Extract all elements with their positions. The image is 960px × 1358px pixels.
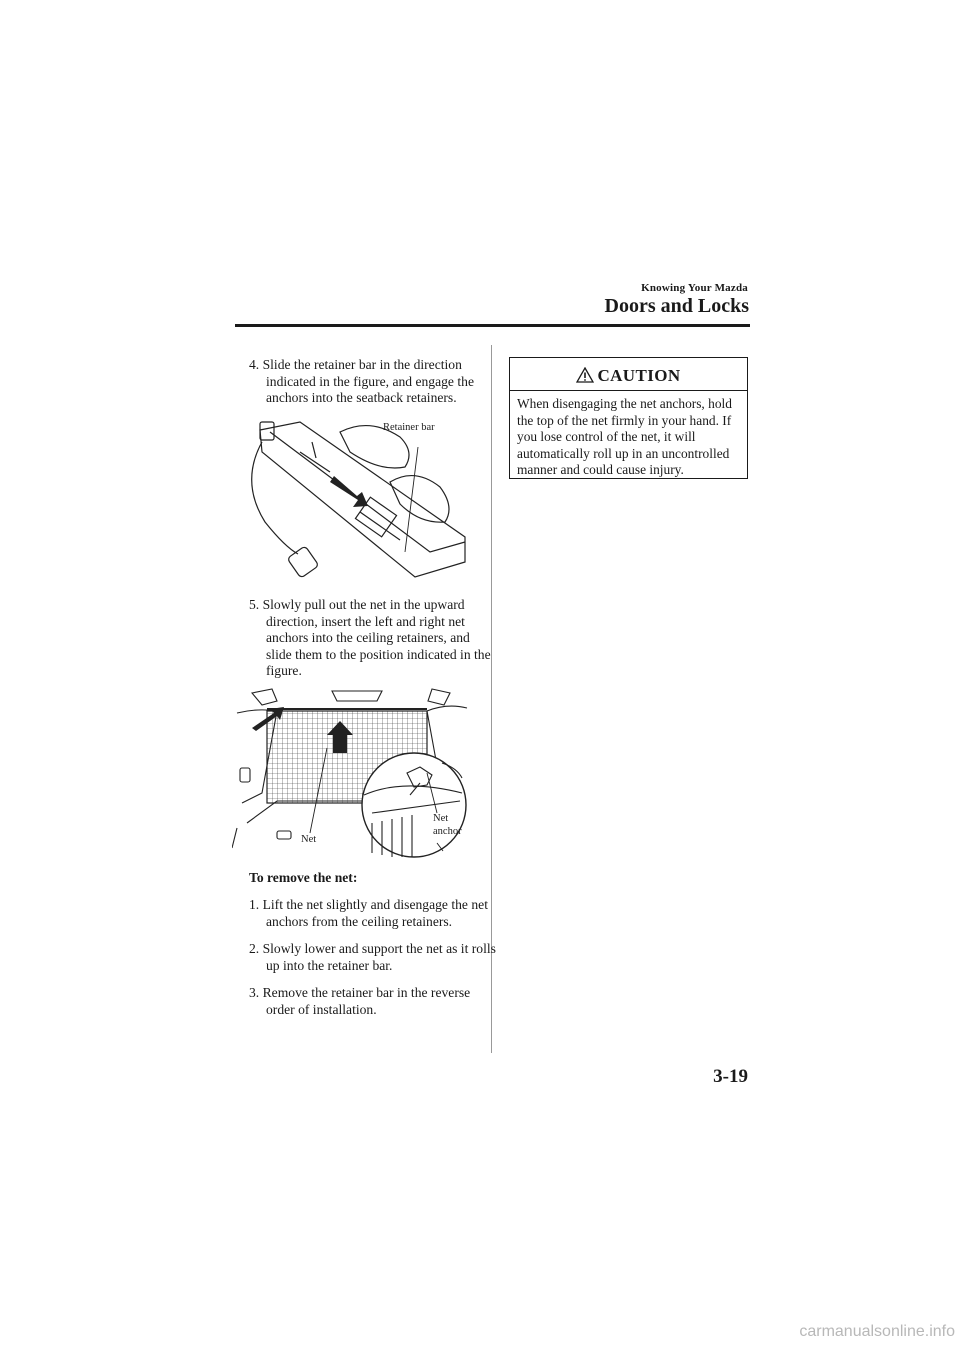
caution-box — [509, 357, 748, 479]
net-install-figure — [232, 683, 472, 858]
step-4: 4. Slide the retainer bar in the direction indicated in the figure, and engage the anchors into the seatback retainers. — [249, 357, 474, 406]
net-anchor-label-2: anchor — [433, 826, 462, 837]
caution-body: When disengaging the net anchors, hold the top of the net firmly in your hand. If you lose control of the net, it will automatically roll up in an uncontrolled manner and could cause injury. — [517, 396, 732, 478]
retainer-bar-label: Retainer bar — [383, 422, 435, 433]
caution-title-text: CAUTION — [597, 366, 681, 385]
remove-step-2: 2. Slowly lower and support the net as it rolls up into the retainer bar. — [249, 941, 496, 973]
header-rule — [235, 324, 750, 327]
caution-rule — [510, 390, 747, 391]
retainer-bar-illustration — [240, 412, 470, 584]
warning-triangle-icon — [576, 367, 594, 383]
remove-step-3: 3. Remove the retainer bar in the reverse order of installation. — [249, 985, 471, 1017]
caution-title — [510, 366, 747, 386]
step-5: 5. Slowly pull out the net in the upward direction, insert the left and right net anchors into the ceiling retainers, and slide them to the position indicated in the figure. — [249, 597, 491, 679]
remove-step-1: 1. Lift the net slightly and disengage the net anchors from the ceiling retainers. — [249, 897, 488, 929]
watermark: carmanualsonline.info — [799, 1323, 955, 1340]
section-label: Knowing Your Mazda — [641, 282, 748, 294]
net-anchor-label-1: Net — [433, 813, 449, 824]
remove-heading: To remove the net: — [249, 870, 358, 885]
net-label: Net — [301, 834, 317, 845]
page-number: 3-19 — [713, 1066, 748, 1087]
retainer-bar-figure — [240, 412, 470, 584]
page-title: Doors and Locks — [604, 295, 749, 317]
